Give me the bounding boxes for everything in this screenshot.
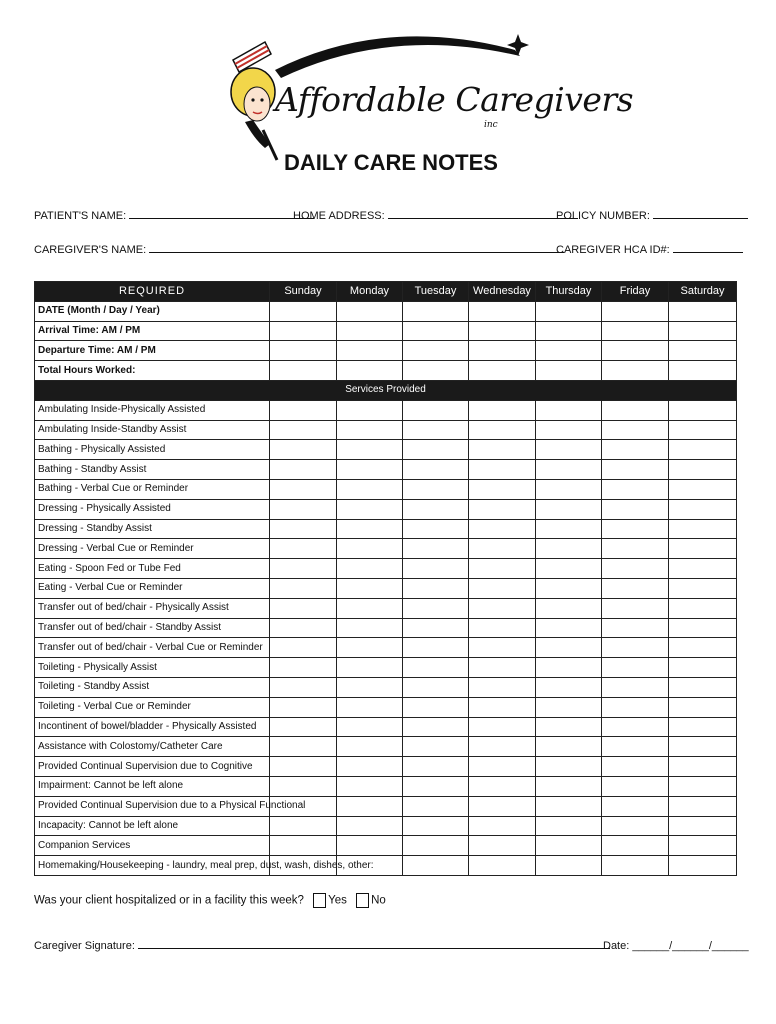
caregiver-name-field[interactable] [34,244,564,256]
day-entry-cell[interactable] [469,499,536,519]
service-label: Homemaking/Housekeeping - laundry, meal prep, dust, wash, dishes, other: [35,856,270,876]
service-row [35,638,737,658]
service-row [35,816,737,836]
day-entry-cell[interactable] [403,638,469,658]
no-checkbox[interactable] [356,893,369,908]
day-entry-cell[interactable] [403,519,469,539]
day-entry-cell[interactable] [469,796,536,816]
day-header: Friday [602,282,669,302]
day-entry-cell[interactable] [469,440,536,460]
day-entry-cell[interactable] [469,479,536,499]
day-entry-cell[interactable] [337,479,403,499]
day-entry-cell[interactable] [602,776,669,796]
day-entry-cell[interactable] [536,578,602,598]
day-entry-cell[interactable] [669,559,737,579]
company-suffix: inc [484,120,498,130]
day-entry-cell[interactable] [270,658,337,678]
required-header: REQUIRED [35,282,270,302]
day-entry-cell[interactable] [270,400,337,420]
day-entry-cell[interactable] [469,638,536,658]
day-entry-cell[interactable] [669,400,737,420]
day-entry-cell[interactable] [669,499,737,519]
home-address-field[interactable] [293,210,578,222]
day-entry-cell[interactable] [270,717,337,737]
day-entry-cell[interactable] [669,519,737,539]
day-entry-cell[interactable] [403,440,469,460]
required-row-label: DATE (Month / Day / Year) [35,301,270,321]
day-entry-cell[interactable] [536,499,602,519]
day-entry-cell[interactable] [469,677,536,697]
day-entry-cell[interactable] [536,737,602,757]
day-header: Saturday [669,282,737,302]
day-entry-cell[interactable] [403,559,469,579]
day-entry-cell[interactable] [669,856,737,876]
yes-label: Yes [328,894,347,907]
day-entry-cell[interactable] [602,757,669,777]
day-entry-cell[interactable] [536,816,602,836]
day-entry-cell[interactable] [536,559,602,579]
service-label: Ambulating Inside-Physically Assisted [35,400,270,420]
day-entry-cell[interactable] [337,757,403,777]
day-entry-cell[interactable] [403,301,469,321]
service-row [35,519,737,539]
service-label: Bathing - Verbal Cue or Reminder [35,479,270,499]
day-entry-cell[interactable] [403,618,469,638]
day-entry-cell[interactable] [469,420,536,440]
day-entry-cell[interactable] [469,816,536,836]
day-entry-cell[interactable] [270,341,337,361]
day-entry-cell[interactable] [469,776,536,796]
service-label: Transfer out of bed/chair - Verbal Cue or Reminder [35,638,270,658]
service-row [35,796,737,816]
service-row [35,658,737,678]
date-label: Date: [603,940,630,952]
day-entry-cell[interactable] [469,697,536,717]
day-entry-cell[interactable] [602,479,669,499]
day-entry-cell[interactable] [602,400,669,420]
day-entry-cell[interactable] [469,757,536,777]
service-label: Transfer out of bed/chair - Physically Assist [35,598,270,618]
day-entry-cell[interactable] [602,658,669,678]
day-entry-cell[interactable] [602,460,669,480]
day-entry-cell[interactable] [602,638,669,658]
day-entry-cell[interactable] [403,757,469,777]
day-entry-cell[interactable] [270,479,337,499]
patient-name-label: PATIENT'S NAME: [34,210,127,222]
day-entry-cell[interactable] [403,321,469,341]
day-entry-cell[interactable] [337,658,403,678]
day-entry-cell[interactable] [669,658,737,678]
day-entry-cell[interactable] [270,559,337,579]
day-entry-cell[interactable] [337,519,403,539]
date-field[interactable] [603,940,749,952]
service-row [35,856,737,876]
day-entry-cell[interactable] [337,460,403,480]
day-entry-cell[interactable] [403,361,469,381]
day-entry-cell[interactable] [669,697,737,717]
day-entry-cell[interactable] [669,776,737,796]
day-entry-cell[interactable] [536,856,602,876]
day-entry-cell[interactable] [469,598,536,618]
day-entry-cell[interactable] [270,499,337,519]
day-entry-cell[interactable] [602,677,669,697]
day-entry-cell[interactable] [602,420,669,440]
day-entry-cell[interactable] [536,519,602,539]
services-header-row [35,380,737,400]
day-entry-cell[interactable] [536,460,602,480]
day-entry-cell[interactable] [337,677,403,697]
day-entry-cell[interactable] [337,539,403,559]
day-entry-cell[interactable] [602,301,669,321]
service-label: Ambulating Inside-Standby Assist [35,420,270,440]
service-label: Toileting - Physically Assist [35,658,270,678]
day-entry-cell[interactable] [536,420,602,440]
service-label: Bathing - Physically Assisted [35,440,270,460]
day-entry-cell[interactable] [337,440,403,460]
service-row [35,737,737,757]
service-row [35,776,737,796]
day-header: Sunday [270,282,337,302]
day-entry-cell[interactable] [536,757,602,777]
day-entry-cell[interactable] [469,361,536,381]
day-entry-cell[interactable] [669,539,737,559]
day-entry-cell[interactable] [270,618,337,638]
service-row [35,499,737,519]
day-entry-cell[interactable] [270,519,337,539]
service-label: Provided Continual Supervision due to Cognitive [35,757,270,777]
day-entry-cell[interactable] [270,697,337,717]
day-entry-cell[interactable] [403,400,469,420]
day-entry-cell[interactable] [469,717,536,737]
day-entry-cell[interactable] [536,717,602,737]
day-entry-cell[interactable] [602,321,669,341]
day-entry-cell[interactable] [602,539,669,559]
day-entry-cell[interactable] [669,677,737,697]
day-entry-cell[interactable] [602,618,669,638]
policy-number-label: POLICY NUMBER: [556,210,650,222]
day-header: Wednesday [469,282,536,302]
day-entry-cell[interactable] [602,559,669,579]
day-entry-cell[interactable] [270,361,337,381]
services-header: Services Provided [35,380,737,400]
day-entry-cell[interactable] [536,479,602,499]
service-label: Assistance with Colostomy/Catheter Care [35,737,270,757]
day-entry-cell[interactable] [337,301,403,321]
day-entry-cell[interactable] [337,559,403,579]
day-entry-cell[interactable] [337,776,403,796]
service-label: Bathing - Standby Assist [35,460,270,480]
day-entry-cell[interactable] [669,460,737,480]
day-entry-cell[interactable] [669,638,737,658]
day-entry-cell[interactable] [669,836,737,856]
day-entry-cell[interactable] [602,856,669,876]
day-entry-cell[interactable] [669,737,737,757]
required-row [35,301,737,321]
day-entry-cell[interactable] [403,776,469,796]
day-entry-cell[interactable] [403,697,469,717]
day-entry-cell[interactable] [337,717,403,737]
day-entry-cell[interactable] [270,321,337,341]
service-row [35,420,737,440]
day-entry-cell[interactable] [669,341,737,361]
day-entry-cell[interactable] [602,796,669,816]
required-row [35,321,737,341]
day-entry-cell[interactable] [536,776,602,796]
day-entry-cell[interactable] [270,420,337,440]
day-entry-cell[interactable] [337,836,403,856]
service-label: Dressing - Verbal Cue or Reminder [35,539,270,559]
day-entry-cell[interactable] [403,598,469,618]
day-entry-cell[interactable] [403,460,469,480]
service-row [35,460,737,480]
day-entry-cell[interactable] [337,420,403,440]
day-entry-cell[interactable] [403,658,469,678]
day-entry-cell[interactable] [469,658,536,678]
day-entry-cell[interactable] [403,856,469,876]
day-entry-cell[interactable] [403,677,469,697]
day-entry-cell[interactable] [669,301,737,321]
day-entry-cell[interactable] [403,717,469,737]
day-entry-cell[interactable] [270,836,337,856]
day-entry-cell[interactable] [337,578,403,598]
required-row-label: Total Hours Worked: [35,361,270,381]
day-entry-cell[interactable] [403,737,469,757]
service-label: Dressing - Standby Assist [35,519,270,539]
day-entry-cell[interactable] [669,420,737,440]
service-row [35,578,737,598]
day-entry-cell[interactable] [403,578,469,598]
day-entry-cell[interactable] [337,321,403,341]
required-row [35,341,737,361]
day-entry-cell[interactable] [403,796,469,816]
day-entry-cell[interactable] [270,677,337,697]
day-entry-cell[interactable] [270,301,337,321]
day-entry-cell[interactable] [602,836,669,856]
day-entry-cell[interactable] [536,836,602,856]
no-label: No [371,894,386,907]
day-entry-cell[interactable] [536,658,602,678]
date-slots: ______/______/______ [632,940,749,952]
day-entry-cell[interactable] [536,677,602,697]
service-row [35,697,737,717]
day-entry-cell[interactable] [469,618,536,638]
day-entry-cell[interactable] [337,816,403,836]
day-entry-cell[interactable] [669,816,737,836]
day-entry-cell[interactable] [602,697,669,717]
day-entry-cell[interactable] [602,737,669,757]
required-row-label: Departure Time: AM / PM [35,341,270,361]
day-entry-cell[interactable] [469,559,536,579]
company-name: Affordable Caregivers [275,80,634,119]
service-row [35,618,737,638]
service-row [35,559,737,579]
day-entry-cell[interactable] [602,717,669,737]
day-entry-cell[interactable] [536,341,602,361]
day-entry-cell[interactable] [270,737,337,757]
service-row [35,757,737,777]
day-entry-cell[interactable] [337,737,403,757]
hospital-question: Was your client hospitalized or in a facility this week? [34,894,304,907]
day-entry-cell[interactable] [669,361,737,381]
caregiver-name-label: CAREGIVER'S NAME: [34,244,147,256]
day-entry-cell[interactable] [337,499,403,519]
caregiver-hca-id-field[interactable] [556,244,743,256]
signature-label: Caregiver Signature: [34,940,135,952]
day-entry-cell[interactable] [536,301,602,321]
service-row [35,479,737,499]
service-row [35,598,737,618]
service-row [35,440,737,460]
day-entry-cell[interactable] [469,460,536,480]
day-header: Tuesday [403,282,469,302]
service-label: Eating - Verbal Cue or Reminder [35,578,270,598]
day-entry-cell[interactable] [536,400,602,420]
day-entry-cell[interactable] [669,578,737,598]
day-entry-cell[interactable] [669,440,737,460]
day-entry-cell[interactable] [337,697,403,717]
service-label: Companion Services [35,836,270,856]
day-entry-cell[interactable] [469,400,536,420]
day-entry-cell[interactable] [270,816,337,836]
day-entry-cell[interactable] [602,598,669,618]
day-entry-cell[interactable] [536,618,602,638]
day-entry-cell[interactable] [469,301,536,321]
service-label: Impairment: Cannot be left alone [35,776,270,796]
day-entry-cell[interactable] [536,697,602,717]
day-entry-cell[interactable] [536,598,602,618]
service-row [35,717,737,737]
day-entry-cell[interactable] [469,856,536,876]
service-label: Incontinent of bowel/bladder - Physically Assisted [35,717,270,737]
day-entry-cell[interactable] [469,321,536,341]
care-notes-table [34,281,737,876]
day-entry-cell[interactable] [337,400,403,420]
day-entry-cell[interactable] [536,796,602,816]
day-entry-cell[interactable] [469,737,536,757]
day-entry-cell[interactable] [536,539,602,559]
required-row [35,361,737,381]
home-address-label: HOME ADDRESS: [293,210,385,222]
day-entry-cell[interactable] [270,757,337,777]
day-entry-cell[interactable] [669,618,737,638]
day-entry-cell[interactable] [337,341,403,361]
day-entry-cell[interactable] [602,816,669,836]
day-entry-cell[interactable] [669,796,737,816]
day-entry-cell[interactable] [337,361,403,381]
table-header-row [35,282,737,302]
day-entry-cell[interactable] [536,638,602,658]
day-entry-cell[interactable] [403,341,469,361]
day-entry-cell[interactable] [270,638,337,658]
signature-field[interactable] [34,940,610,952]
day-entry-cell[interactable] [337,598,403,618]
day-entry-cell[interactable] [270,460,337,480]
hospital-question-row [34,893,386,908]
day-entry-cell[interactable] [337,618,403,638]
service-row [35,677,737,697]
required-row-label: Arrival Time: AM / PM [35,321,270,341]
day-entry-cell[interactable] [469,341,536,361]
day-entry-cell[interactable] [536,361,602,381]
policy-number-field[interactable] [556,210,748,222]
service-label: Toileting - Verbal Cue or Reminder [35,697,270,717]
yes-checkbox[interactable] [313,893,326,908]
caregiver-hca-id-label: CAREGIVER HCA ID#: [556,244,670,256]
day-entry-cell[interactable] [602,361,669,381]
day-entry-cell[interactable] [403,816,469,836]
page-title: DAILY CARE NOTES [284,150,498,175]
service-label: Incapacity: Cannot be left alone [35,816,270,836]
day-header: Monday [337,282,403,302]
day-entry-cell[interactable] [469,519,536,539]
day-entry-cell[interactable] [270,598,337,618]
day-entry-cell[interactable] [403,479,469,499]
day-entry-cell[interactable] [602,440,669,460]
service-row [35,836,737,856]
day-entry-cell[interactable] [602,341,669,361]
day-entry-cell[interactable] [270,578,337,598]
day-entry-cell[interactable] [536,321,602,341]
service-row [35,539,737,559]
day-entry-cell[interactable] [469,836,536,856]
day-header: Thursday [536,282,602,302]
day-entry-cell[interactable] [270,539,337,559]
day-entry-cell[interactable] [403,836,469,856]
day-entry-cell[interactable] [669,479,737,499]
day-entry-cell[interactable] [669,598,737,618]
day-entry-cell[interactable] [669,757,737,777]
service-label: Provided Continual Supervision due to a Physical Functional [35,796,270,816]
day-entry-cell[interactable] [337,796,403,816]
day-entry-cell[interactable] [669,321,737,341]
day-entry-cell[interactable] [536,440,602,460]
service-label: Eating - Spoon Fed or Tube Fed [35,559,270,579]
day-entry-cell[interactable] [469,539,536,559]
service-label: Transfer out of bed/chair - Standby Assist [35,618,270,638]
day-entry-cell[interactable] [403,420,469,440]
service-row [35,400,737,420]
day-entry-cell[interactable] [337,638,403,658]
day-entry-cell[interactable] [602,499,669,519]
day-entry-cell[interactable] [403,499,469,519]
day-entry-cell[interactable] [602,519,669,539]
service-label: Dressing - Physically Assisted [35,499,270,519]
patient-name-field[interactable] [34,210,314,222]
day-entry-cell[interactable] [669,717,737,737]
day-entry-cell[interactable] [403,539,469,559]
day-entry-cell[interactable] [270,440,337,460]
day-entry-cell[interactable] [270,776,337,796]
day-entry-cell[interactable] [469,578,536,598]
service-label: Toileting - Standby Assist [35,677,270,697]
day-entry-cell[interactable] [602,578,669,598]
